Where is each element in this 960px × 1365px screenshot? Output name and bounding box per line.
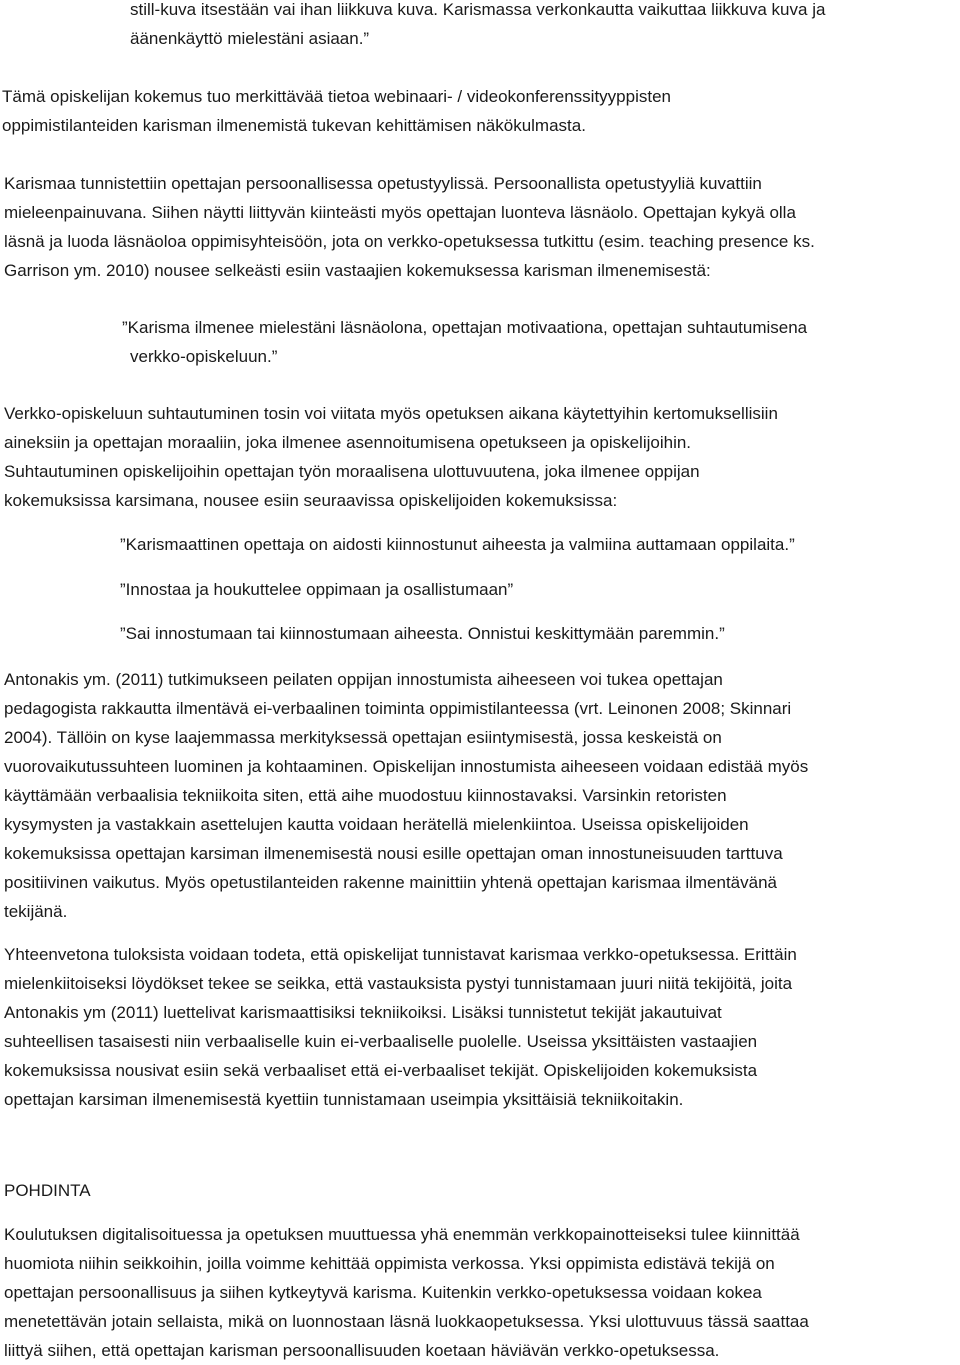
text-line: Antonakis ym (2011) luettelivat karismaattisiksi tekniikoiksi. Lisäksi tunnistetut tekijät jakautuivat [4,1003,722,1022]
text-line: Koulutuksen digitalisoituessa ja opetuksen muuttuessa yhä enemmän verkkopainotteiseksi tulee kiinnittää [4,1225,800,1244]
text-line: menetettävän jotain sellaista, mikä on luonnostaan läsnä luokkaopetuksessa. Yksi ulottuvuus tässä saattaa [4,1312,809,1331]
text-line: kokemuksissa karsimana, nousee esiin seuraavissa opiskelijoiden kokemuksissa: [4,491,618,510]
quote-line: ”Karisma ilmenee mielestäni läsnäolona, opettajan motivaationa, opettajan suhtautumisena [122,318,808,337]
text-line: Garrison ym. 2010) nousee selkeästi esiin vastaajien kokemuksessa karisman ilmenemisestä: [4,261,711,280]
student-quote [120,530,795,559]
text-line: liittyä siihen, että opettajan karisman persoonallisuuden koetaan häviävän verkko-opetuksessa. [4,1341,720,1360]
paragraph-summary [4,940,797,1114]
text-line: läsnä ja luoda läsnäoloa oppimisyhteisöön, jota on verkko-opetuksessa tutkittu (esim. teaching presence ks. [4,232,815,251]
text-line: oppimistilanteiden karisman ilmenemistä tukevan kehittämisen näkökulmasta. [2,116,586,135]
text-line: Tämä opiskelijan kokemus tuo merkittävää tietoa webinaari- / videokonferenssityyppisten [2,87,671,106]
text-line: mieleenpainuvana. Siihen näytti liittyvän kiinteästi myös opettajan luonteva läsnäolo. Opettajan kykyä olla [4,203,796,222]
text-line: mielenkiitoiseksi löydökset tekee se seikka, että vastauksista pystyi tunnistamaan juuri niitä tekijöitä, joita [4,974,793,993]
paragraph-teaching-style [4,169,815,285]
text-line: positiivinen vaikutus. Myös opetustilanteiden rakenne mainittiin yhtenä opettajan karismaa ilmentävänä [4,873,777,892]
text-line: opettajan persoonallisuus ja siihen kytkeytyvä karisma. Kuitenkin verkko-opetuksessa voidaan kokea [4,1283,762,1302]
quote-line: ”Karismaattinen opettaja on aidosti kiinnostunut aiheesta ja valmiina auttamaan oppilaita.” [120,535,795,554]
text-line: Suhtautuminen opiskelijoihin opettajan työn moraalisena ulottuvuutena, joka ilmenee oppijan [4,462,700,481]
quote-line: verkko-opiskeluun.” [130,347,278,366]
text-line: tekijänä. [4,902,68,921]
quote-presence [122,313,807,371]
text-line: äänenkäyttö mielestäni asiaan.” [130,29,370,48]
student-quote [120,575,513,604]
text-line: Karismaa tunnistettiin opettajan persoonallisessa opetustyylissä. Persoonallista opetustyyliä kuvattiin [4,174,762,193]
heading-text: POHDINTA [4,1181,91,1200]
text-line: kokemuksissa nousivat esiin sekä verbaaliset että ei-verbaaliset tekijät. Opiskelijoiden kokemuksista [4,1061,758,1080]
text-line: kokemuksissa opettajan karsiman ilmenemisestä nousi esille opettajan oman innostuneisuuden tarttuva [4,844,783,863]
paragraph-attitude [4,399,778,515]
section-heading [4,1176,91,1205]
paragraph-antonakis [4,665,808,926]
text-line: Antonakis ym. (2011) tutkimukseen peilaten oppijan innostumista aiheeseen voi tukea opettajan [4,670,723,689]
intro-paragraph [130,0,825,53]
text-line: pedagogista rakkautta ilmentävä ei-verbaalinen toiminta oppimistilanteessa (vrt. Leinonen 2008; Skinnari [4,699,792,718]
text-line: opettajan karsiman ilmenemisestä kyettiin tunnistamaan useimpia yksittäisiä tekniikoitakin. [4,1090,684,1109]
paragraph-experience [2,82,671,140]
text-line: still-kuva itsestään vai ihan liikkuva kuva. Karismassa verkonkautta vaikuttaa liikkuva kuva ja [130,0,826,19]
text-line: aineksiin ja opettajan moraaliin, joka ilmenee asennoitumisena opetukseen ja opiskelijoihin. [4,433,692,452]
paragraph-discussion [4,1220,809,1365]
text-line: suhteellisen tasaisesti niin verbaaliselle kuin ei-verbaaliselle puolelle. Useissa yksittäisten vastaajien [4,1032,758,1051]
quote-line: ”Sai innostumaan tai kiinnostumaan aiheesta. Onnistui keskittymään paremmin.” [120,624,725,643]
student-quote [120,619,725,648]
quote-line: ”Innostaa ja houkuttelee oppimaan ja osallistumaan” [120,580,514,599]
text-line: vuorovaikutussuhteen luominen ja kohtaaminen. Opiskelijan innostumista aiheeseen voidaan edistää myös [4,757,809,776]
text-line: Verkko-opiskeluun suhtautuminen tosin voi viitata myös opetuksen aikana käytettyihin kertomuksellisiin [4,404,778,423]
text-line: huomiota niihin seikkoihin, joilla voimme kehittää oppimista verkossa. Yksi oppimista edistävä tekijä on [4,1254,775,1273]
text-line: Yhteenvetona tuloksista voidaan todeta, että opiskelijat tunnistavat karismaa verkko-opetuksessa. Erittäin [4,945,797,964]
text-line: 2004). Tällöin on kyse laajemmassa merkityksessä opettajan esiintymisestä, jossa keskeistä on [4,728,722,747]
text-line: käyttämään verbaalisia tekniikoita siten, että aihe muodostuu kiinnostavaksi. Varsinkin retoristen [4,786,727,805]
text-line: kysymysten ja vastakkain asettelujen kautta voidaan herätellä mielenkiintoa. Useissa opiskelijoiden [4,815,749,834]
